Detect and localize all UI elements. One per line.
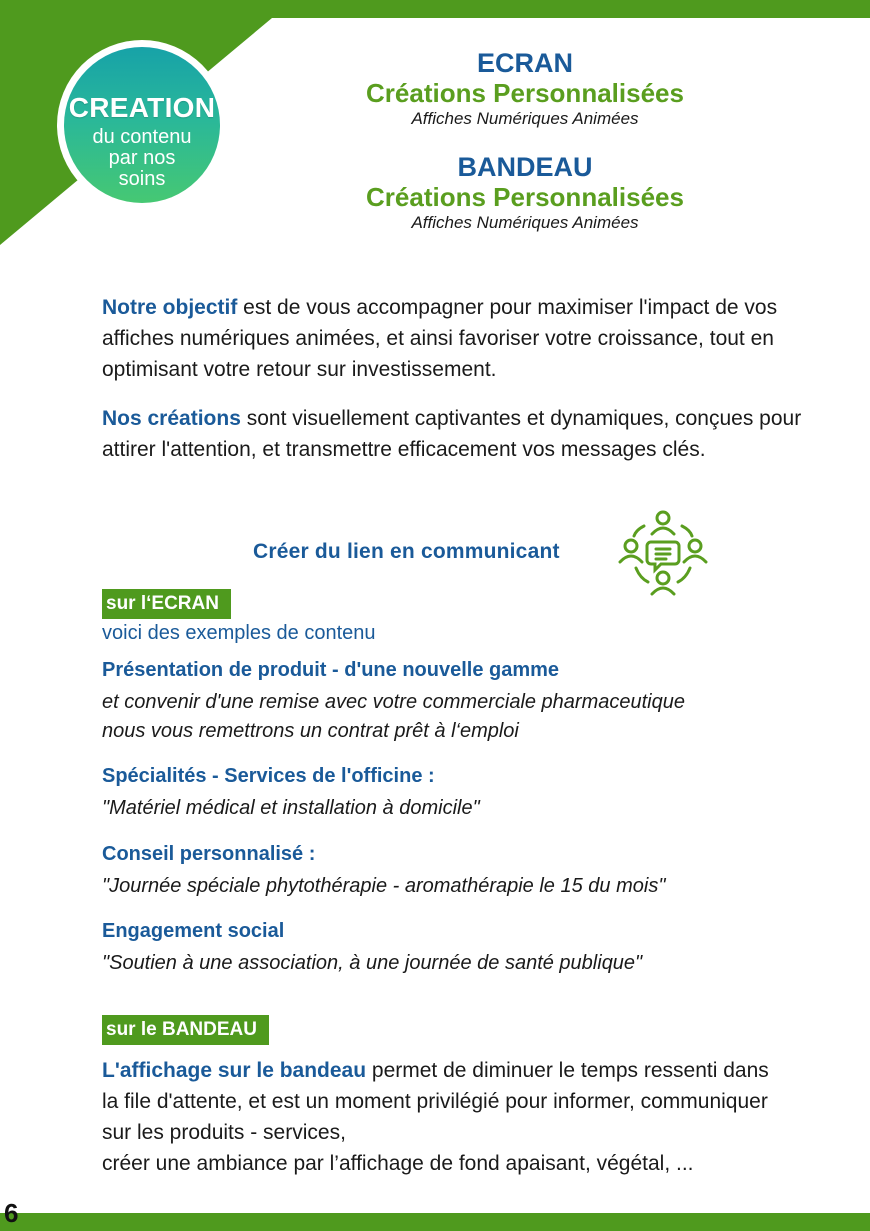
bandeau-lead: L'affichage sur le bandeau [102,1059,367,1082]
objectif-paragraph [102,292,802,385]
item-text-1b: nous vous remettrons un contrat prêt à l‘emploi [102,720,519,742]
item-heading-3: Conseil personnalisé : [102,843,316,865]
header-ecran [300,48,750,130]
header-bandeau-subtitle: Créations Personnalisées [366,182,684,212]
page-number: 6 [4,1198,19,1228]
badge-line-3: soins [118,168,166,190]
badge-title: CREATION [68,92,216,123]
lien-title: Créer du lien en communicant [253,540,560,563]
footer-bar [0,1213,870,1231]
header-ecran-title: ECRAN [476,48,573,78]
badge-line-2: par nos [108,147,176,169]
header-ecran-small: Affiches Numériques Animées [411,109,639,128]
objectif-text: est de vous accompagner pour maximiser l'impact de vos affiches numériques animées, et ainsi favoriser votre croissance, tout en optimisant votre retour sur investissement. [102,296,778,381]
creation-badge [57,40,227,210]
objectif-lead: Notre objectif [102,296,238,319]
item-text-3: "Journée spéciale phytothérapie - aromathérapie le 15 du mois" [102,875,666,897]
header-bandeau-small: Affiches Numériques Animées [411,213,639,232]
item-text-4: "Soutien à une association, à une journée de santé publique" [102,952,643,974]
bandeau-text: permet de diminuer le temps ressenti dans la file d'attente, et est un moment privilégié pour informer, communiquer sur les produits - services, [102,1059,769,1144]
header-bandeau-title: BANDEAU [457,152,593,182]
people-communication-icon [618,508,708,600]
creations-lead: Nos créations [102,407,241,430]
ecran-intro: voici des exemples de contenu [102,622,376,644]
badge-line-1: du contenu [92,126,192,148]
header-bandeau [300,152,750,234]
creations-text: sont visuellement captivantes et dynamiques, conçues pour attirer l'attention, et transmettre efficacement vos messages clés. [102,407,802,461]
item-text-2: "Matériel médical et installation à domicile" [102,797,480,819]
item-heading-2: Spécialités - Services de l'officine : [102,765,435,787]
item-text-1a: et convenir d'une remise avec votre commerciale pharmaceutique [102,691,685,713]
ecran-tag: sur l‘ECRAN [102,589,231,619]
creations-paragraph [102,403,802,465]
bandeau-paragraph [102,1055,782,1179]
item-heading-4: Engagement social [102,920,285,942]
item-heading-1: Présentation de produit - d'une nouvelle gamme [102,659,560,681]
bandeau-last-line: créer une ambiance par l’affichage de fond apaisant, végétal, ... [102,1152,694,1175]
header-ecran-subtitle: Créations Personnalisées [366,78,684,108]
bandeau-tag: sur le BANDEAU [102,1015,269,1045]
badge-circle [64,47,220,203]
